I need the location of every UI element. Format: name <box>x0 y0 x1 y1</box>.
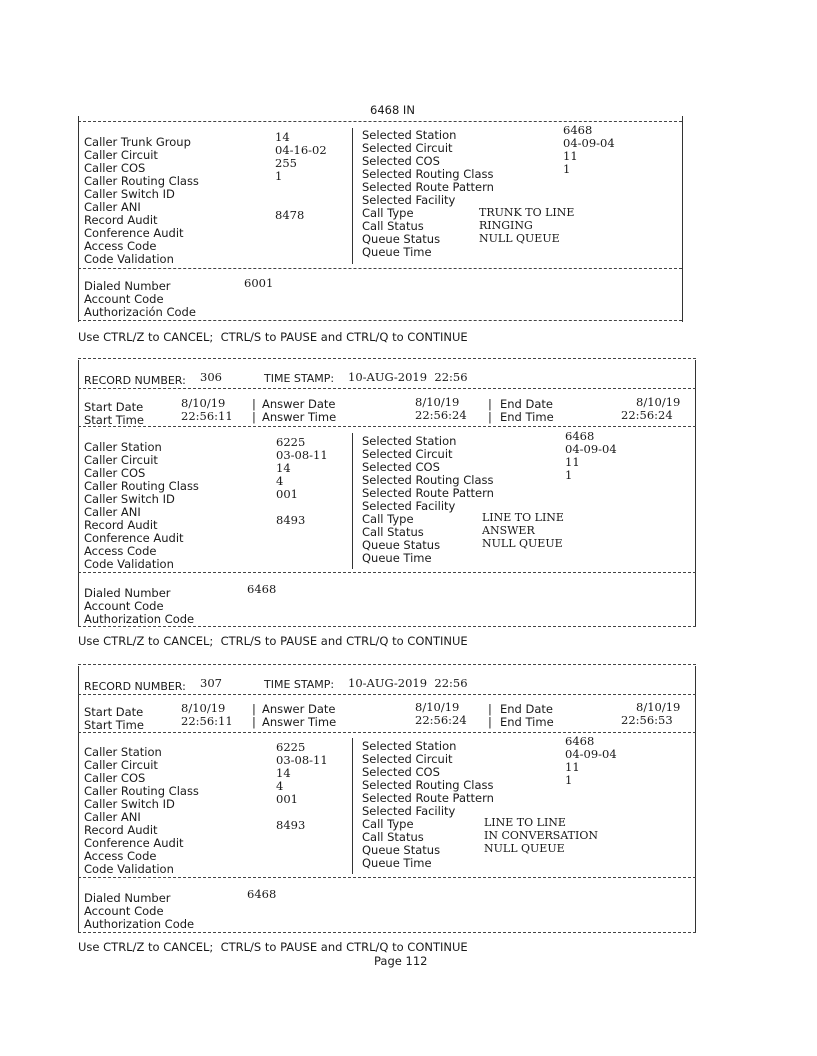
label-selected-cos: Selected COS <box>362 154 440 168</box>
label-access-code: Access Code <box>84 849 157 863</box>
value-caller-station: 6225 <box>276 435 306 449</box>
value-selected-cos: 11 <box>565 455 580 469</box>
divider <box>78 932 696 933</box>
label-caller-switch-id: Caller Switch ID <box>84 187 175 201</box>
value-record-number: 307 <box>200 676 222 690</box>
separator: | <box>252 715 256 729</box>
label-queue-status: Queue Status <box>362 232 441 246</box>
label-time-stamp: TIME STAMP: <box>264 678 335 691</box>
separator: | <box>252 702 256 716</box>
label-selected-station: Selected Station <box>362 128 457 142</box>
label-answer-date: Answer Date <box>262 702 336 716</box>
value-record-number: 306 <box>200 370 222 384</box>
column-separator <box>352 128 353 264</box>
value-selected-routing-class: 1 <box>563 162 571 176</box>
label-caller-ani: Caller ANI <box>84 810 141 824</box>
value-selected-station: 6468 <box>565 429 595 443</box>
separator: | <box>252 410 256 424</box>
label-account-code: Account Code <box>84 292 164 306</box>
value-selected-cos: 11 <box>565 760 580 774</box>
value-call-type: LINE TO LINE <box>482 511 564 524</box>
divider <box>78 626 696 627</box>
continue-prompt: Use CTRL/Z to CANCEL; CTRL/S to PAUSE and CTRL/Q to CONTINUE <box>78 634 468 648</box>
label-selected-routing-class: Selected Routing Class <box>362 473 494 487</box>
divider <box>78 732 696 733</box>
label-code-validation: Code Validation <box>84 862 174 876</box>
value-selected-station: 6468 <box>565 734 595 748</box>
label-record-number: RECORD NUMBER: <box>84 680 186 693</box>
value-caller-switch-id: 001 <box>276 487 298 501</box>
label-selected-facility: Selected Facility <box>362 499 456 513</box>
column-separator <box>352 433 353 569</box>
value-dialed-number: 6468 <box>247 887 277 901</box>
label-conference-audit: Conference Audit <box>84 226 184 240</box>
label-caller-circuit: Caller Circuit <box>84 758 158 772</box>
label-caller-cos: Caller COS <box>84 161 146 175</box>
value-selected-circuit: 04-09-04 <box>565 442 617 456</box>
label-start-time: Start Time <box>84 413 144 427</box>
value-answer-time: 22:56:24 <box>415 713 467 727</box>
label-start-date: Start Date <box>84 705 144 719</box>
label-authorization-code: Authorization Code <box>84 612 195 626</box>
label-code-validation: Code Validation <box>84 252 174 266</box>
value-caller-routing-class: 1 <box>275 169 283 183</box>
label-call-status: Call Status <box>362 525 424 539</box>
label-selected-station: Selected Station <box>362 434 457 448</box>
label-access-code: Access Code <box>84 544 157 558</box>
value-end-date: 8/10/19 <box>636 700 681 714</box>
label-account-code: Account Code <box>84 599 164 613</box>
label-selected-routing-class: Selected Routing Class <box>362 167 494 181</box>
label-caller-switch-id: Caller Switch ID <box>84 492 175 506</box>
value-caller-cos: 14 <box>276 461 291 475</box>
divider <box>78 358 696 359</box>
value-record-audit: 8478 <box>275 208 305 222</box>
label-selected-cos: Selected COS <box>362 460 440 474</box>
value-answer-date: 8/10/19 <box>415 700 460 714</box>
box-left-border <box>78 360 79 627</box>
label-conference-audit: Conference Audit <box>84 531 184 545</box>
value-record-audit: 8493 <box>276 818 306 832</box>
label-authorization-code: Authorization Code <box>84 917 195 931</box>
label-selected-facility: Selected Facility <box>362 193 456 207</box>
value-record-audit: 8493 <box>276 513 306 527</box>
box-right-border <box>695 666 696 932</box>
label-end-time: End Time <box>500 410 554 424</box>
label-call-status: Call Status <box>362 219 424 233</box>
separator: | <box>488 702 492 716</box>
continue-prompt: Use CTRL/Z to CANCEL; CTRL/S to PAUSE and CTRL/Q to CONTINUE <box>78 940 468 954</box>
value-time-stamp: 10-AUG-2019 22:56 <box>348 676 468 690</box>
label-selected-route-pattern: Selected Route Pattern <box>362 486 494 500</box>
separator: | <box>488 397 492 411</box>
value-dialed-number: 6001 <box>244 276 274 290</box>
divider <box>78 426 696 427</box>
label-caller-cos: Caller COS <box>84 466 146 480</box>
value-caller-cos: 14 <box>276 766 291 780</box>
divider <box>78 877 696 878</box>
divider <box>78 664 696 665</box>
value-queue-status: NULL QUEUE <box>484 842 565 855</box>
value-time-stamp: 10-AUG-2019 22:56 <box>348 370 468 384</box>
divider <box>78 121 682 122</box>
label-time-stamp: TIME STAMP: <box>264 372 335 385</box>
label-selected-routing-class: Selected Routing Class <box>362 778 494 792</box>
label-answer-date: Answer Date <box>262 397 336 411</box>
label-caller-station: Caller Station <box>84 745 162 759</box>
label-caller-switch-id: Caller Switch ID <box>84 797 175 811</box>
label-caller-ani: Caller ANI <box>84 200 141 214</box>
label-queue-time: Queue Time <box>362 856 432 870</box>
box-right-border <box>695 360 696 627</box>
page-number: Page 112 <box>374 954 428 968</box>
label-selected-route-pattern: Selected Route Pattern <box>362 180 494 194</box>
value-call-type: LINE TO LINE <box>484 816 566 829</box>
separator: | <box>488 410 492 424</box>
value-end-time: 22:56:24 <box>621 408 673 422</box>
value-queue-status: NULL QUEUE <box>482 537 563 550</box>
label-account-code: Account Code <box>84 904 164 918</box>
value-start-date: 8/10/19 <box>181 396 226 410</box>
divider <box>78 694 696 695</box>
label-start-date: Start Date <box>84 400 144 414</box>
value-selected-circuit: 04-09-04 <box>563 136 615 150</box>
box-right-border <box>682 116 683 322</box>
value-answer-time: 22:56:24 <box>415 408 467 422</box>
value-call-status: ANSWER <box>482 524 535 537</box>
label-code-validation: Code Validation <box>84 557 174 571</box>
value-caller-switch-id: 001 <box>276 792 298 806</box>
value-call-status: IN CONVERSATION <box>484 829 598 842</box>
value-selected-station: 6468 <box>563 123 593 137</box>
page-header-title: 6468 IN <box>370 103 415 117</box>
value-queue-status: NULL QUEUE <box>479 232 560 245</box>
label-start-time: Start Time <box>84 718 144 732</box>
divider <box>78 388 696 389</box>
label-answer-time: Answer Time <box>262 410 337 424</box>
label-call-type: Call Type <box>362 206 414 220</box>
label-conference-audit: Conference Audit <box>84 836 184 850</box>
label-record-audit: Record Audit <box>84 823 158 837</box>
label-record-audit: Record Audit <box>84 518 158 532</box>
value-selected-routing-class: 1 <box>565 468 573 482</box>
label-selected-route-pattern: Selected Route Pattern <box>362 791 494 805</box>
value-selected-cos: 11 <box>563 149 578 163</box>
label-authorization-code: Authorización Code <box>84 305 196 319</box>
value-answer-date: 8/10/19 <box>415 395 460 409</box>
value-end-time: 22:56:53 <box>621 713 673 727</box>
label-selected-facility: Selected Facility <box>362 804 456 818</box>
label-selected-circuit: Selected Circuit <box>362 752 453 766</box>
label-queue-time: Queue Time <box>362 551 432 565</box>
value-caller-trunk-group: 14 <box>275 130 290 144</box>
label-end-date: End Date <box>500 397 553 411</box>
value-end-date: 8/10/19 <box>636 395 681 409</box>
label-record-number: RECORD NUMBER: <box>84 374 186 387</box>
value-caller-circuit: 04-16-02 <box>275 143 327 157</box>
label-end-date: End Date <box>500 702 553 716</box>
label-caller-routing-class: Caller Routing Class <box>84 784 199 798</box>
label-dialed-number: Dialed Number <box>84 891 171 905</box>
label-queue-status: Queue Status <box>362 843 441 857</box>
label-selected-circuit: Selected Circuit <box>362 447 453 461</box>
label-caller-routing-class: Caller Routing Class <box>84 174 199 188</box>
value-caller-routing-class: 4 <box>276 779 284 793</box>
label-record-audit: Record Audit <box>84 213 158 227</box>
label-access-code: Access Code <box>84 239 157 253</box>
label-queue-status: Queue Status <box>362 538 441 552</box>
value-call-type: TRUNK TO LINE <box>479 206 575 219</box>
divider <box>78 268 682 269</box>
value-start-date: 8/10/19 <box>181 701 226 715</box>
value-caller-circuit: 03-08-11 <box>276 753 328 767</box>
box-left-border <box>78 116 79 322</box>
column-separator <box>352 738 353 874</box>
label-call-type: Call Type <box>362 512 414 526</box>
label-selected-station: Selected Station <box>362 739 457 753</box>
label-selected-cos: Selected COS <box>362 765 440 779</box>
divider <box>78 572 696 573</box>
value-caller-routing-class: 4 <box>276 474 284 488</box>
label-selected-circuit: Selected Circuit <box>362 141 453 155</box>
value-dialed-number: 6468 <box>247 582 277 596</box>
label-caller-circuit: Caller Circuit <box>84 148 158 162</box>
label-caller-cos: Caller COS <box>84 771 146 785</box>
value-caller-circuit: 03-08-11 <box>276 448 328 462</box>
separator: | <box>252 397 256 411</box>
label-dialed-number: Dialed Number <box>84 279 171 293</box>
value-call-status: RINGING <box>479 219 533 232</box>
continue-prompt: Use CTRL/Z to CANCEL; CTRL/S to PAUSE and CTRL/Q to CONTINUE <box>78 330 468 344</box>
label-caller-routing-class: Caller Routing Class <box>84 479 199 493</box>
label-caller-circuit: Caller Circuit <box>84 453 158 467</box>
value-caller-cos: 255 <box>275 156 297 170</box>
divider <box>78 320 682 321</box>
value-start-time: 22:56:11 <box>181 409 233 423</box>
label-queue-time: Queue Time <box>362 245 432 259</box>
separator: | <box>488 715 492 729</box>
label-answer-time: Answer Time <box>262 715 337 729</box>
label-call-type: Call Type <box>362 817 414 831</box>
label-dialed-number: Dialed Number <box>84 586 171 600</box>
value-selected-circuit: 04-09-04 <box>565 747 617 761</box>
value-start-time: 22:56:11 <box>181 714 233 728</box>
box-left-border <box>78 666 79 932</box>
label-end-time: End Time <box>500 715 554 729</box>
label-caller-ani: Caller ANI <box>84 505 141 519</box>
value-selected-routing-class: 1 <box>565 773 573 787</box>
value-caller-station: 6225 <box>276 740 306 754</box>
label-call-status: Call Status <box>362 830 424 844</box>
label-caller-station: Caller Station <box>84 440 162 454</box>
label-caller-trunk-group: Caller Trunk Group <box>84 135 191 149</box>
